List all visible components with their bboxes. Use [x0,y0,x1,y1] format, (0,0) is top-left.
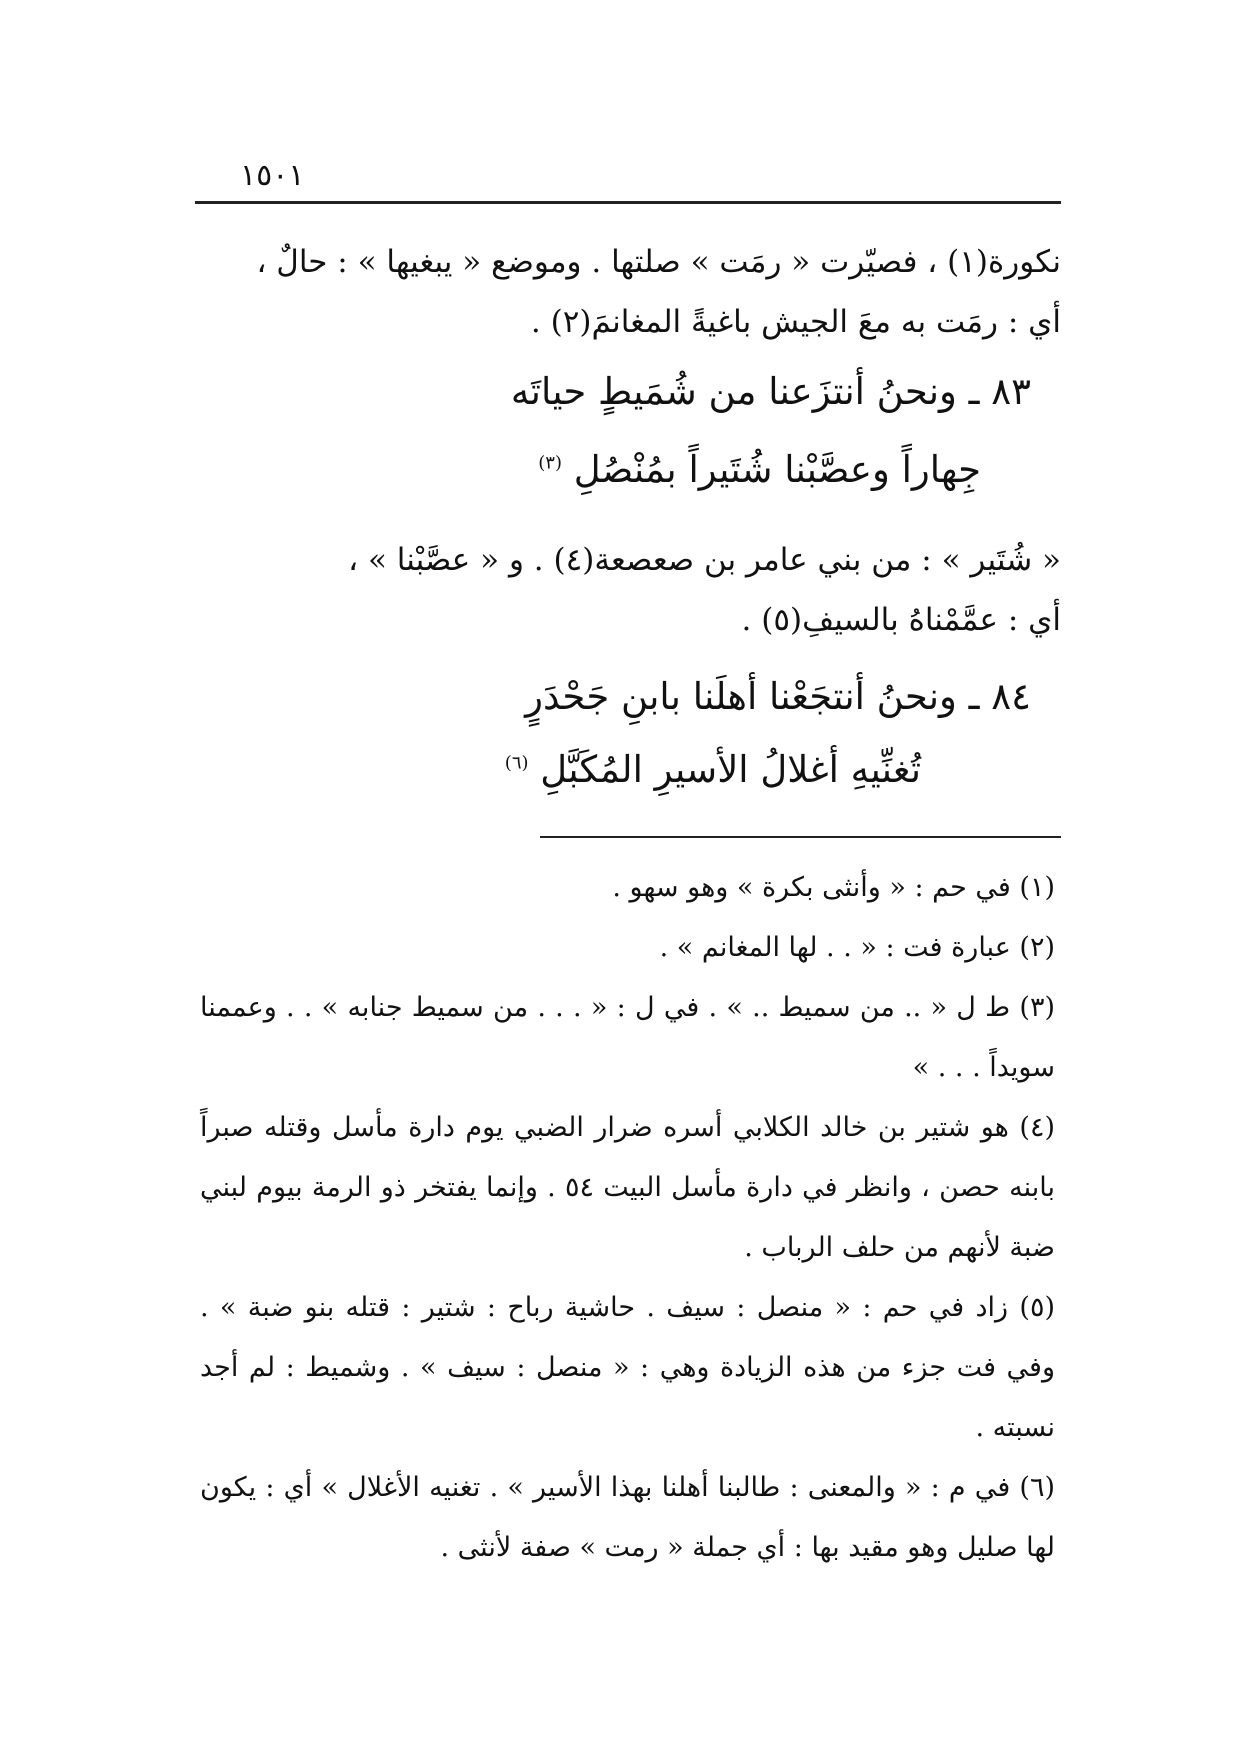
footnote-rule [540,836,1061,838]
commentary-paragraph [195,530,1061,650]
footnote-ref: (٦) [504,752,529,774]
footnote: (٦) في م : « والمعنى : طالبنا أهلنا بهذا الأسير » . تغنيه الأغلال » أي : يكون لها صليل وهو مقيد بها : أي جملة « رمت » صفة لأنثى . [200,1472,1055,1563]
commentary-line: أي : عمَّمْناهُ بالسيفِ(٥) . [741,602,1061,638]
footnote: (١) في حم : « وأنثى بكرة » وهو سهو . [612,872,1055,903]
verse-text: تُغنِّيهِ أغلالُ الأسيرِ المُكَبَّلِ [540,748,921,791]
verse-83-second-hemistich [538,448,981,491]
footnote: (٢) عبارة فت : « . . لها المغانم » . [659,932,1055,963]
commentary-line: أي : رمَت به معَ الجيش باغيةً المغانمَ(٢) . [530,304,1061,340]
header-rule [195,201,1061,204]
footnote-ref: (٣) [538,452,562,474]
footnote: (٤) هو شتير بن خالد الكلابي أسره ضرار الضبي يوم دارة مأسل وقتله صبراً بابنه حصن ، وانظر في دارة مأسل البيت ٥٤ . وإنما يفتخر ذو الرمة بيوم لبني ضبة لأنهم من حلف الرباب . [200,1112,1055,1263]
verse-84-first-hemistich: ٨٤ ـ ونحنُ أنتجَعْنا أهلَنا بابنِ جَحْدَرٍ [525,675,1031,718]
footnotes [200,858,1055,1578]
commentary-line: نكورة(١) ، فصيّرت « رمَت » صلتها . وموضع « يبغيها » : حالٌ ، [256,244,1061,280]
verse-84-second-hemistich [505,748,921,791]
verse-83-first-hemistich: ٨٣ ـ ونحنُ أنتزَعنا من شُمَيطٍ حياتَه [510,370,1031,413]
commentary-line: « شُتَير » : من بني عامر بن صعصعة(٤) . و « عصَّبْنا » ، [348,542,1061,578]
footnote: (٣) ط ل « .. من سميط .. » . في ل : « . . . من سميط جنابه » . . وعممنا سويداً . . . » [200,992,1055,1083]
footnote: (٥) زاد في حم : « منصل : سيف . حاشية رباح : شتير : قتله بنو ضبة » . وفي فت جزء من هذه الزيادة وهي : « منصل : سيف » . وشميط : لم أجد نسبته . [200,1292,1055,1443]
verse-text: جِهاراً وعصَّبْنا شُتَيراً بمُنْصُلِ [573,448,981,491]
page-number: ١٥٠١ [240,158,305,193]
commentary-paragraph [195,232,1061,352]
